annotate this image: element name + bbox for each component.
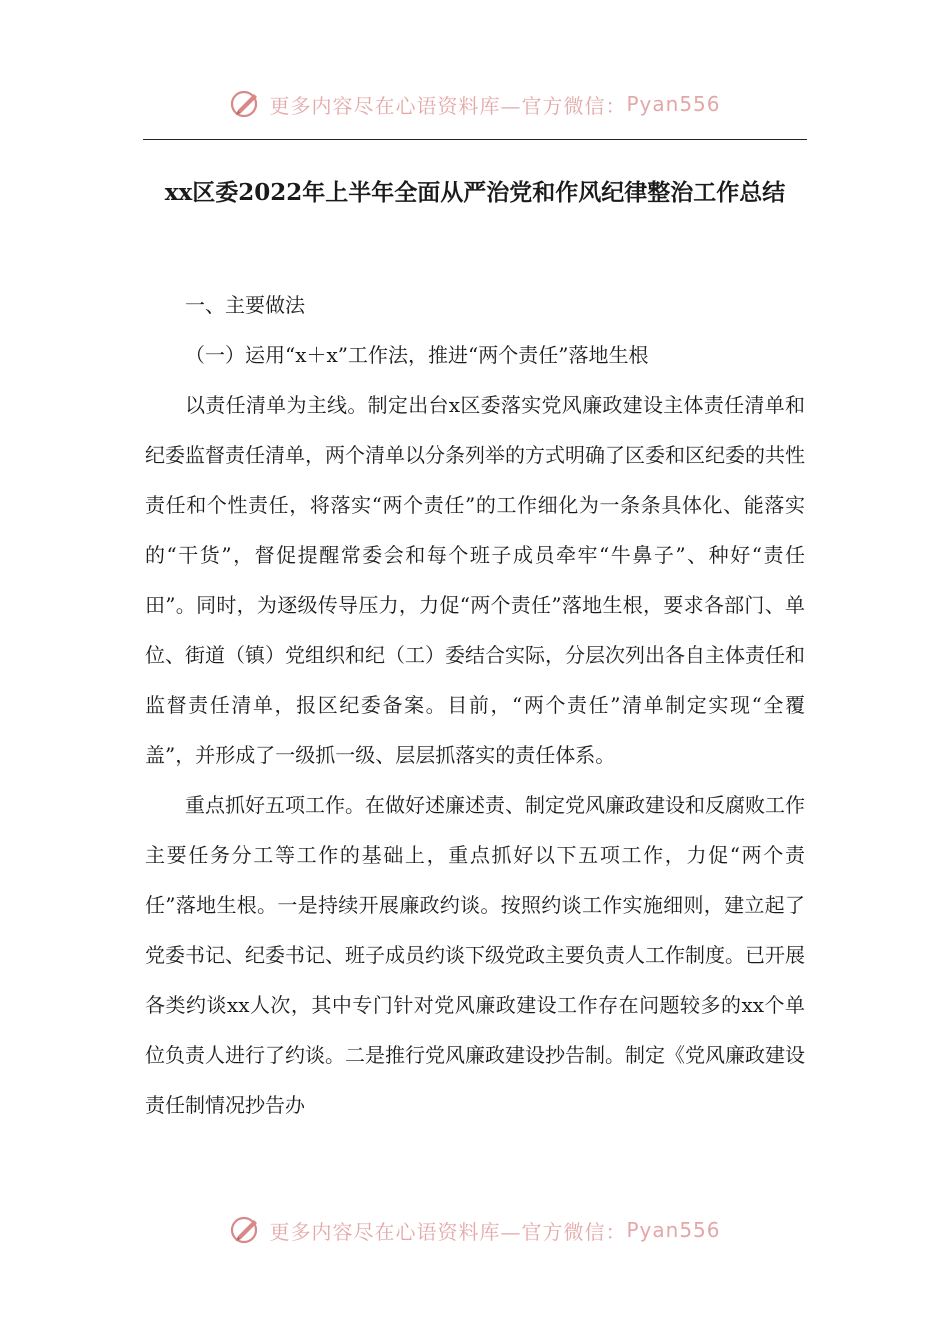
body-paragraph: 重点抓好五项工作。在做好述廉述责、制定党风廉政建设和反腐败工作主要任务分工等工作的基础上，重点抓好以下五项工作，力促“两个责任”落地生根。一是持续开展廉政约谈。按照约谈工作实施细则，建立起了党委书记、纪委书记、班子成员约谈下级党政主要负责人工作制度。已开展各类约谈xx人次，其中专门针对党风廉政建设工作存在问题较多的xx个单位负责人进行了约谈。二是推行党风廉政建设抄告制。制定《党风廉政建设责任制情况抄告办 <box>145 793 805 1117</box>
document-title: xx区委2022年上半年全面从严治党和作风纪律整治工作总结 <box>164 179 786 206</box>
document-body <box>145 280 805 1130</box>
footer-watermark <box>0 1210 950 1250</box>
subsection-heading: （一）运用“x＋x”工作法，推进“两个责任”落地生根 <box>185 343 649 367</box>
pen-logo-icon <box>229 87 263 121</box>
watermark-id: Pyan556 <box>626 92 721 116</box>
watermark-id: Pyan556 <box>626 1218 721 1242</box>
header-watermark <box>0 84 950 124</box>
section-heading: 一、主要做法 <box>185 293 305 317</box>
watermark-text: 更多内容尽在心语资料库—官方微信： <box>269 93 627 118</box>
watermark-text: 更多内容尽在心语资料库—官方微信： <box>269 1219 627 1244</box>
header-divider <box>143 139 807 140</box>
body-paragraph: 以责任清单为主线。制定出台x区委落实党风廉政建设主体责任清单和纪委监督责任清单，两个清单以分条列举的方式明确了区委和区纪委的共性责任和个性责任，将落实“两个责任”的工作细化为一条条具体化、能落实的“干货”，督促提醒常委会和每个班子成员牵牢“牛鼻子”、种好“责任田”。同时，为逐级传导压力，力促“两个责任”落地生根，要求各部门、单位、街道（镇）党组织和纪（工）委结合实际，分层次列出各自主体责任和监督责任清单，报区纪委备案。目前，“两个责任”清单制定实现“全覆盖”，并形成了一级抓一级、层层抓落实的责任体系。 <box>145 393 805 767</box>
pen-logo-icon <box>229 1213 263 1247</box>
